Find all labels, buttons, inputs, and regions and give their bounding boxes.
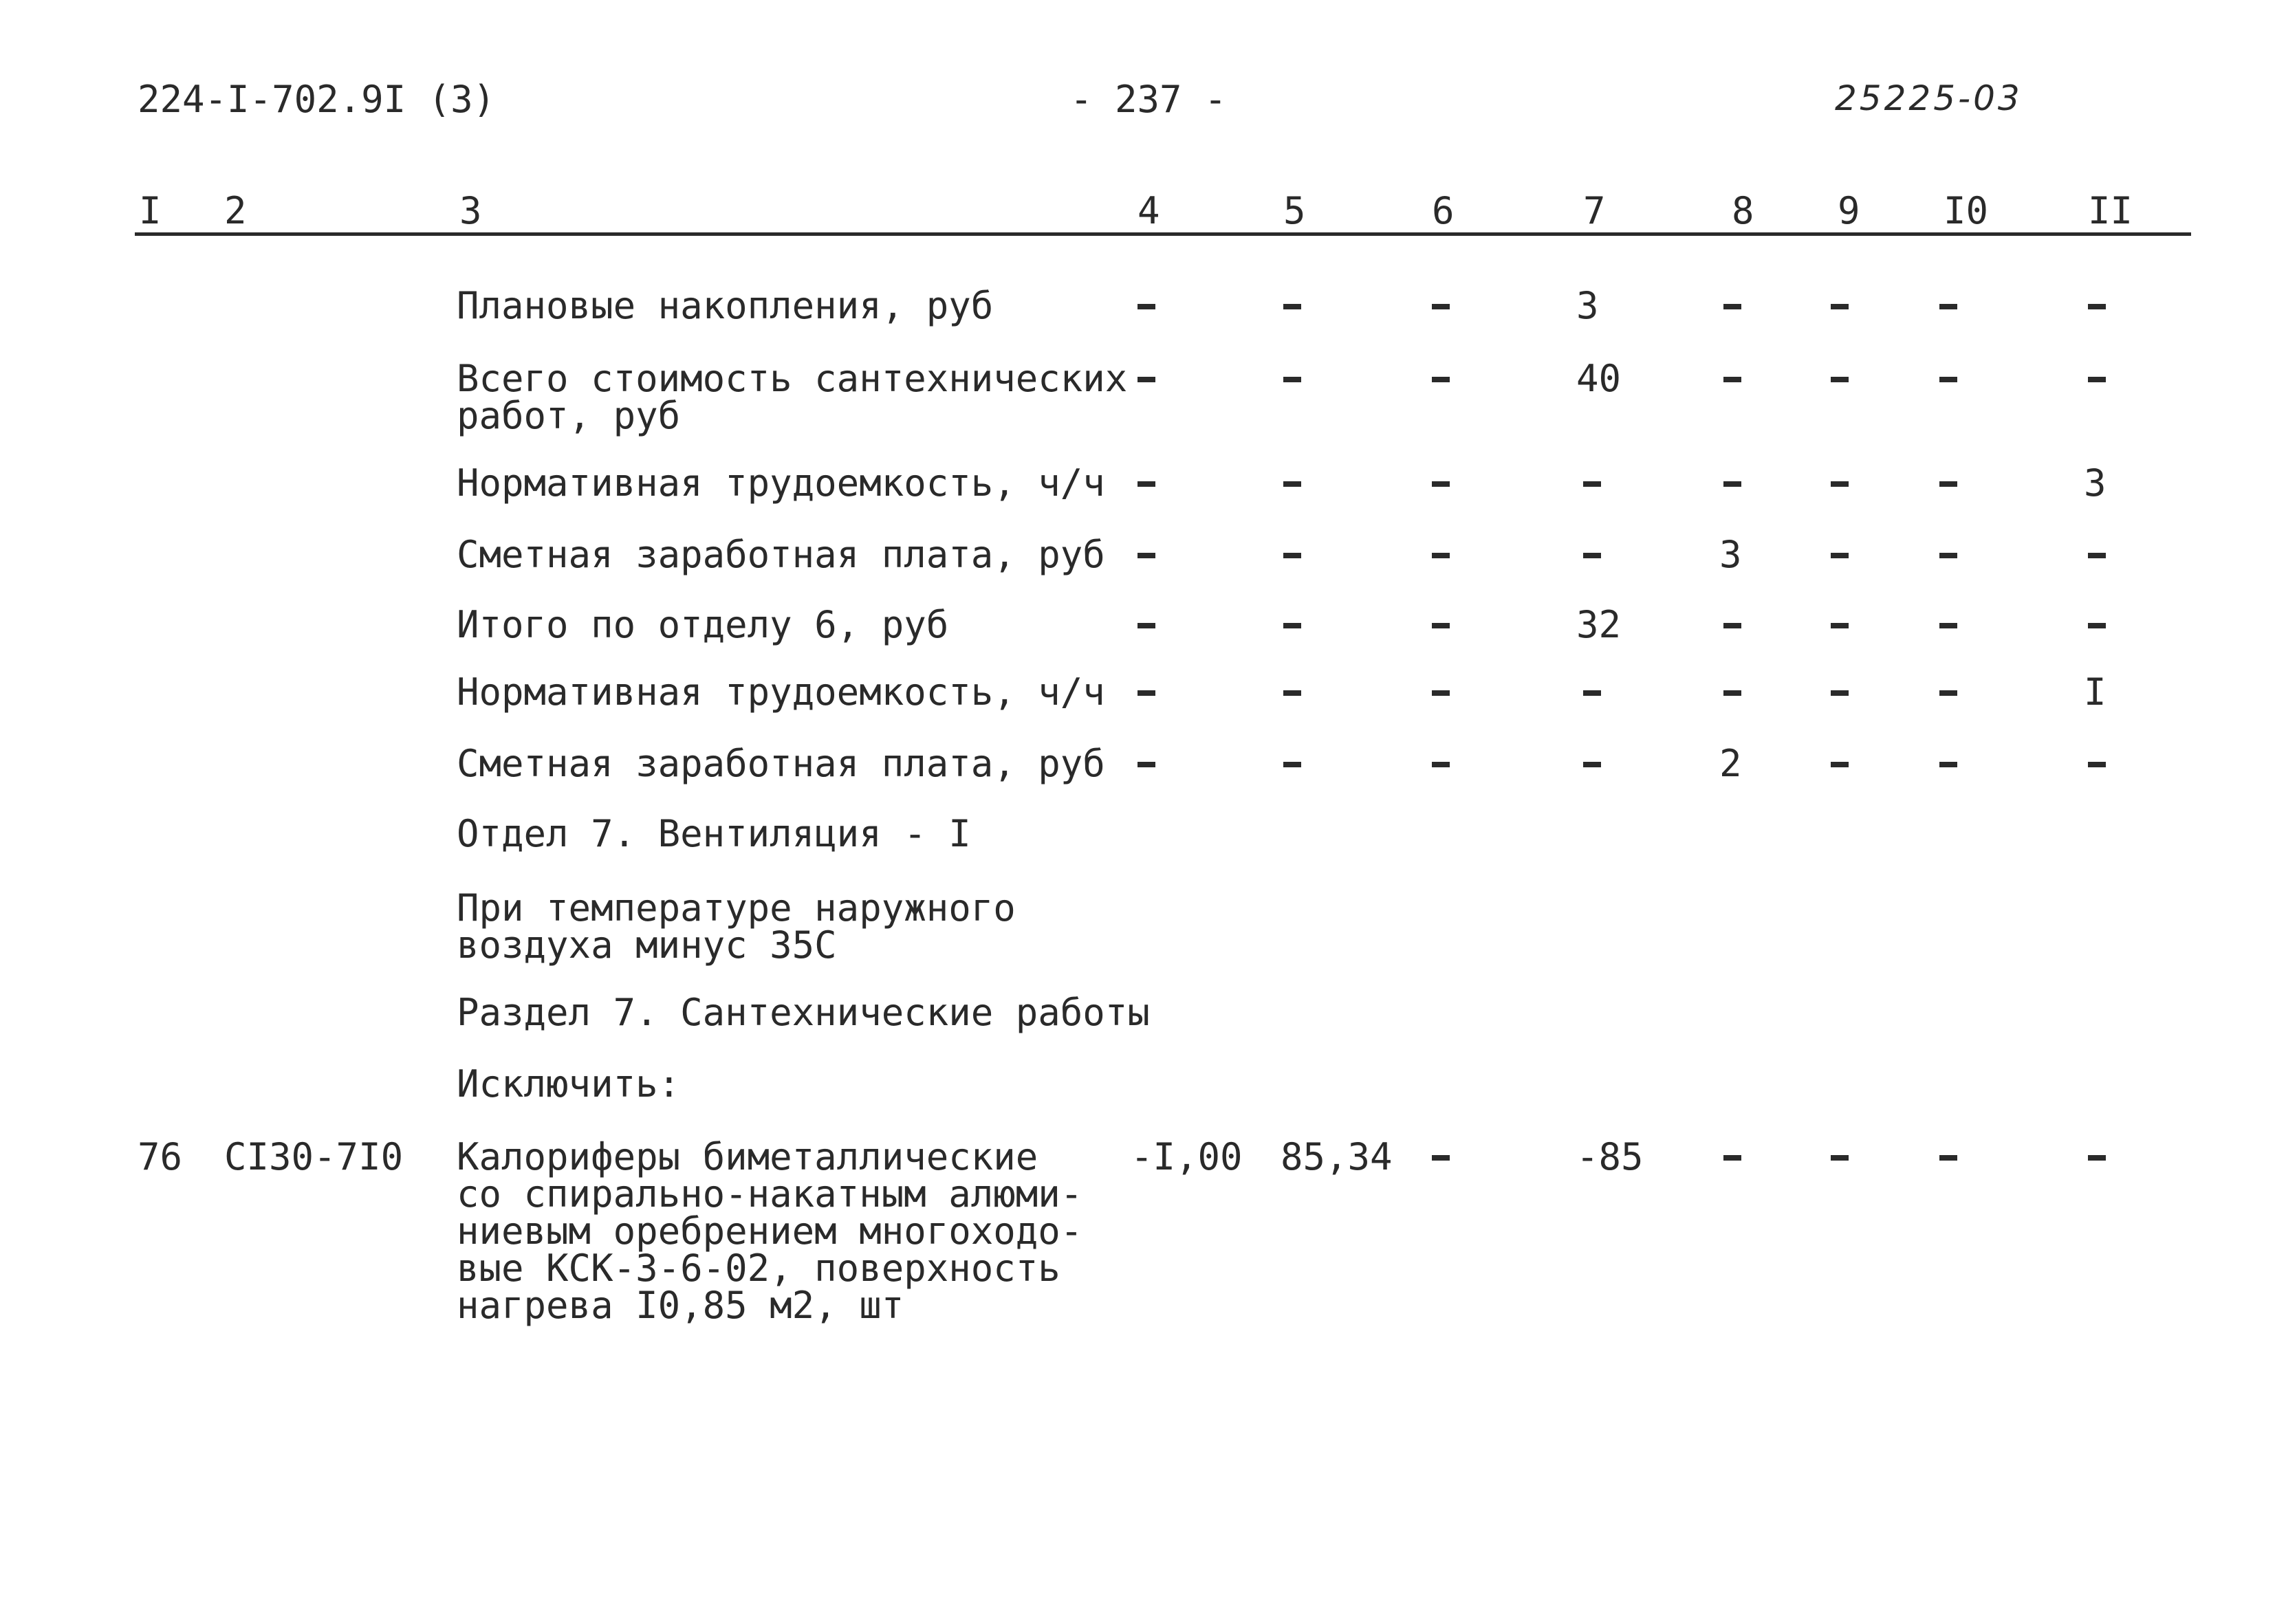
dash-mark: [1723, 304, 1741, 309]
dash-mark: [1138, 623, 1155, 628]
header-rule: [135, 232, 2191, 236]
column-header-3: 3: [459, 189, 482, 232]
dash-mark: [2088, 762, 2106, 767]
dash-mark: [1831, 377, 1849, 382]
col5-cell: 85,34: [1281, 1135, 1393, 1178]
dash-mark: [1283, 481, 1301, 487]
column-header-7: 7: [1583, 189, 1606, 232]
dash-mark: [1831, 762, 1849, 767]
description-cell: Итого по отделу 6, руб: [457, 603, 949, 646]
dash-mark: [1939, 304, 1957, 309]
dash-mark: [1432, 623, 1450, 628]
column-header-8: 8: [1732, 189, 1754, 232]
dash-mark: [1939, 1155, 1957, 1161]
page-number: - 237 -: [1070, 78, 1227, 121]
dash-mark: [1831, 623, 1849, 628]
col8-cell: 3: [1719, 533, 1742, 576]
dash-mark: [1138, 762, 1155, 767]
dash-mark: [2088, 553, 2106, 558]
dash-mark: [1723, 377, 1741, 382]
column-header-10: I0: [1944, 189, 1989, 232]
dash-mark: [1831, 481, 1849, 487]
dash-mark: [1138, 481, 1155, 487]
dash-mark: [2088, 1155, 2106, 1161]
dash-mark: [1831, 304, 1849, 309]
dash-mark: [1723, 690, 1741, 696]
column-header-11: II: [2088, 189, 2133, 232]
col11-cell: I: [2084, 670, 2107, 714]
dash-mark: [1138, 304, 1155, 309]
dash-mark: [1583, 553, 1601, 558]
dash-mark: [1432, 553, 1450, 558]
col7-cell: 3: [1576, 284, 1599, 327]
row-number-cell: 76: [138, 1135, 183, 1178]
dash-mark: [1432, 377, 1450, 382]
dash-mark: [1432, 1155, 1450, 1161]
column-header-5: 5: [1283, 189, 1306, 232]
dash-mark: [2088, 304, 2106, 309]
dash-mark: [1583, 481, 1601, 487]
description-cell: Нормативная трудоемкость, ч/ч: [457, 461, 1105, 505]
description-cell: Отдел 7. Вентиляция - I: [457, 812, 971, 855]
reference-number: 25225-03: [1835, 78, 2023, 118]
dash-mark: [1831, 690, 1849, 696]
dash-mark: [1138, 690, 1155, 696]
dash-mark: [1283, 553, 1301, 558]
dash-mark: [1138, 553, 1155, 558]
col7-cell: -85: [1576, 1135, 1644, 1178]
column-header-2: 2: [224, 189, 247, 232]
col7-cell: 32: [1576, 603, 1622, 646]
dash-mark: [2088, 623, 2106, 628]
column-header-1: I: [139, 189, 162, 232]
dash-mark: [1939, 623, 1957, 628]
dash-mark: [1283, 377, 1301, 382]
col4-cell: -I,00: [1131, 1135, 1243, 1178]
dash-mark: [1723, 481, 1741, 487]
dash-mark: [1939, 377, 1957, 382]
dash-mark: [1432, 481, 1450, 487]
dash-mark: [1723, 623, 1741, 628]
column-header-6: 6: [1432, 189, 1455, 232]
description-cell: Сметная заработная плата, руб: [457, 533, 1105, 576]
col8-cell: 2: [1719, 742, 1742, 785]
dash-mark: [1723, 1155, 1741, 1161]
dash-mark: [1283, 690, 1301, 696]
dash-mark: [1831, 553, 1849, 558]
dash-mark: [1432, 304, 1450, 309]
description-cell: Исключить:: [457, 1062, 681, 1106]
description-cell: Калориферы биметаллические со спирально-накатным алюми- ниевым оребрением многоходо- вые КСК-3-6-02, поверхность нагрева I0,85 м2, шт: [457, 1135, 1083, 1327]
description-cell: Нормативная трудоемкость, ч/ч: [457, 670, 1105, 714]
dash-mark: [1939, 481, 1957, 487]
dash-mark: [1432, 690, 1450, 696]
column-header-9: 9: [1838, 189, 1860, 232]
dash-mark: [1138, 377, 1155, 382]
description-cell: Всего стоимость сантехнических работ, руб: [457, 357, 1128, 437]
code-cell: CI30-7I0: [224, 1135, 404, 1178]
description-cell: Раздел 7. Сантехнические работы: [457, 991, 1150, 1034]
dash-mark: [1583, 762, 1601, 767]
col11-cell: 3: [2084, 461, 2107, 505]
document-code: 224-I-702.9I (3): [138, 78, 496, 121]
dash-mark: [2088, 377, 2106, 382]
dash-mark: [1939, 690, 1957, 696]
column-header-4: 4: [1138, 189, 1160, 232]
dash-mark: [1283, 623, 1301, 628]
description-cell: При температуре наружного воздуха минус 35С: [457, 886, 1016, 967]
dash-mark: [1432, 762, 1450, 767]
dash-mark: [1831, 1155, 1849, 1161]
dash-mark: [1939, 553, 1957, 558]
dash-mark: [1283, 304, 1301, 309]
dash-mark: [1583, 690, 1601, 696]
dash-mark: [1939, 762, 1957, 767]
description-cell: Сметная заработная плата, руб: [457, 742, 1105, 785]
description-cell: Плановые накопления, руб: [457, 284, 994, 327]
dash-mark: [1283, 762, 1301, 767]
col7-cell: 40: [1576, 357, 1622, 400]
